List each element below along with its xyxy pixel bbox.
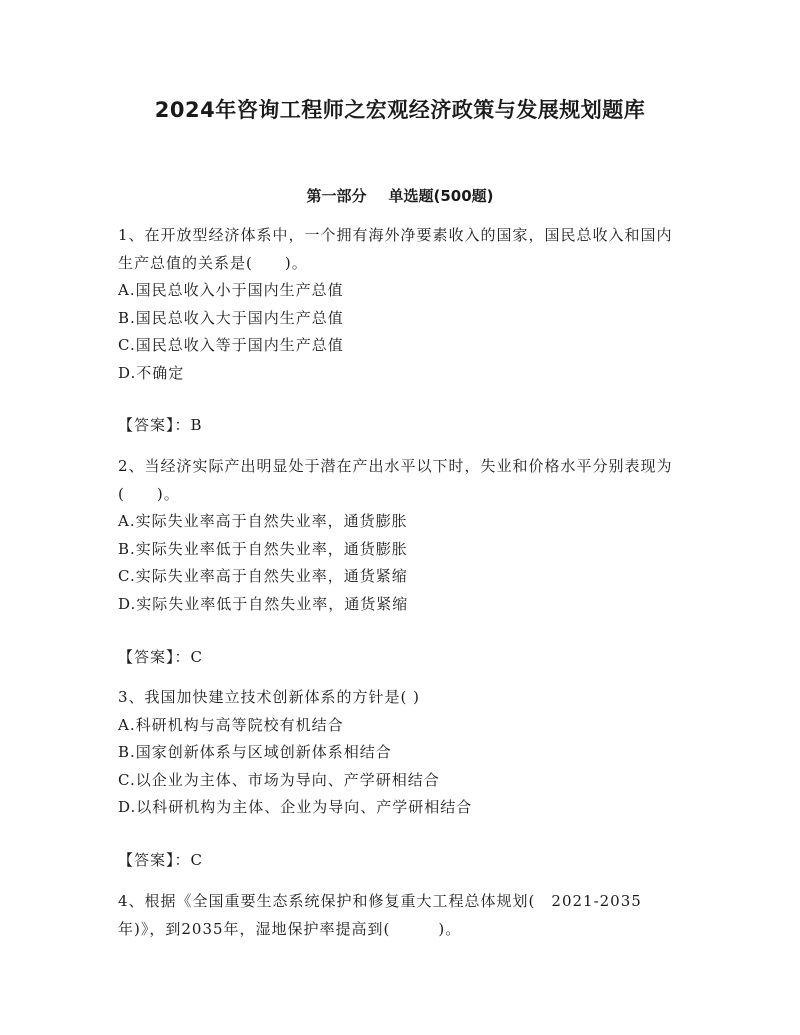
answer-value: ：C — [174, 851, 203, 869]
question-1 — [118, 222, 688, 387]
question-stem: 4、根据《全国重要生态系统保护和修复重大工程总体规划( 2021-2035年)》，到2035年，湿地保护率提高到( )。 — [118, 892, 642, 938]
answer-1 — [118, 412, 203, 439]
answer-value: ：B — [174, 416, 203, 434]
answer-2 — [118, 644, 203, 671]
option-a: A.实际失业率高于自然失业率，通货膨胀 — [118, 512, 408, 530]
answer-label: 【答案】 — [118, 416, 175, 434]
answer-label: 【答案】 — [118, 851, 175, 869]
question-stem: 3、我国加快建立技术创新体系的方针是( ) — [118, 688, 421, 706]
option-d: D.不确定 — [118, 363, 185, 382]
option-c: C.实际失业率高于自然失业率，通货紧缩 — [118, 567, 408, 585]
question-4 — [118, 888, 688, 943]
answer-3 — [118, 847, 203, 874]
option-b: B.国家创新体系与区域创新体系相结合 — [118, 743, 392, 761]
question-3 — [118, 684, 688, 822]
option-b: B.国民总收入大于国内生产总值 — [118, 308, 344, 327]
question-2 — [118, 453, 688, 618]
option-a: A.科研机构与高等院校有机结合 — [118, 715, 344, 734]
option-d: D.实际失业率低于自然失业率，通货紧缩 — [118, 594, 409, 613]
question-stem: 1、在开放型经济体系中，一个拥有海外净要素收入的国家，国民总收入和国内生产总值的关系是( )。 — [118, 226, 673, 272]
option-a: A.国民总收入小于国内生产总值 — [118, 281, 344, 299]
option-c: C.以企业为主体、市场为导向、产学研相结合 — [118, 770, 440, 789]
option-d: D.以科研机构为主体、企业为导向、产学研相结合 — [118, 798, 473, 816]
option-c: C.国民总收入等于国内生产总值 — [118, 336, 344, 354]
option-b: B.实际失业率低于自然失业率，通货膨胀 — [118, 539, 408, 558]
answer-label: 【答案】 — [118, 648, 175, 666]
document-title: 2024年咨询工程师之宏观经济政策与发展规划题库 — [154, 98, 646, 122]
section-part: 第一部分 — [306, 187, 367, 205]
question-stem: 2、当经济实际产出明显处于潜在产出水平以下时，失业和价格水平分别表现为( )。 — [118, 457, 673, 503]
section-name: 单选题(500题) — [388, 187, 494, 205]
section-heading — [0, 185, 800, 206]
answer-value: ：C — [174, 648, 203, 666]
